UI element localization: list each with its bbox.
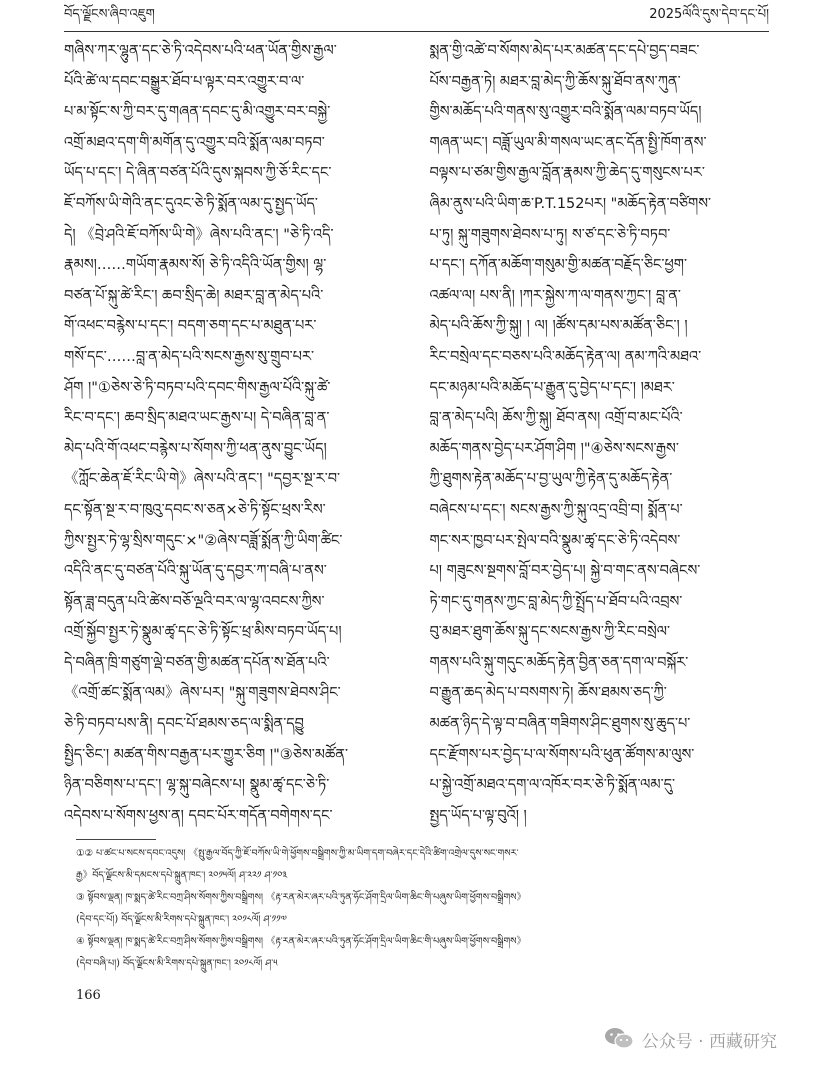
text-line: མཆོད་གནས་བྱེད་པར་ཤོག་ཤིག །"④ཅེས་སངས་རྒྱས་ — [429, 440, 679, 457]
text-line: གོ་འཕང་བརྙེས་པ་དང་། བདག་ཅག་དང་པ་མཐུན་པར་ — [64, 318, 317, 335]
text-line: སྨན་གྱི་འཚེ་བ་སོགས་མེད་པར་མཚན་དང་དཔེ་བྱད་བཟང་ — [429, 43, 700, 59]
footnote-divider — [76, 839, 156, 840]
text-line: རིང་བསྲེལ་དང་བཅས་པའི་མཆོད་རྟེན་ལ། ནམ་ཀའི་མཐའ་ — [429, 348, 702, 365]
text-line: སྟོན་ཟླ་བདུན་པའི་ཚེས་བཅོ་ལྔའི་བར་ལ་ལྷ་འབངས་ཀྱིས་ — [64, 593, 325, 610]
text-line: གསོ་དང་……བླ་ན་མེད་པའི་སངས་རྒྱས་སུ་གྲུབ་པར་ — [64, 348, 315, 365]
footnote-line: ①② པ་ཚང་པ་སངས་དབང་འདུས། 《སྤུ་རྒྱལ་བོད་ཀྱི་ཇོ་བཀོས་ཡི་གེ་ཕྱོགས་བསྒྲིགས་ཀྱི་མ་ཡིག་དག་བཞེར་དང་དེའི་ཚིག་འགྲེལ་དུས་སང་གསར་ — [76, 848, 519, 859]
text-line: ཅེ་ཏི་བཏབ་པས་ནི། དབང་པོ་ཐམས་ཅད་ལ་སྨིན་དབྱུ — [64, 716, 304, 733]
text-line: ཇོ་བཀོས་ཡི་གེའི་ནང་དུའང་ཅེ་ཏི་སྨོན་ལམ་དུ་སྤྱད་ཡོད་ — [64, 195, 318, 212]
text-line: 《འགྲོ་ཚང་སྨོན་ལམ》ཞེས་པར། "སྐུ་གཟུགས་ཐེབས་ཤིང་ — [64, 685, 341, 702]
text-line: གཞིས་ཀར་ལྷུན་དང་ཅེ་ཏི་འདེབས་པའི་ཕན་ཡོན་གྱིས་རྒྱལ་ — [64, 43, 337, 59]
text-line: རིང་བ་དང་། ཆབ་སྲིད་མཐའ་ཡང་རྒྱས་པ། དེ་བཞིན་བླ་ན་ — [64, 410, 330, 427]
wechat-icon — [604, 1026, 634, 1052]
text-line: ཡོད་པ་དང་། དེ་ཞིན་བཙན་པོའི་དུས་སྐབས་ཀྱི་ཅོ་རིང་དང་ — [64, 165, 332, 182]
text-line: ཀྱིས་སྤྱར་ཏེ་ལྷ་སྲིས་གདུང་×"②ཞེས་བཟློ་སྨོན་ཀྱི་ཡིག་ཚིང་ — [64, 532, 343, 549]
text-line: འགྲོ་སྐྱོབ་སྤྱར་ཏེ་སྣུམ་ཚྭ་དང་ཅེ་ཏི་སྟོང་ཕྲ་མིས་བཏབ་ཡོད་པ། — [64, 624, 342, 641]
text-line: བ་རྒྱུན་ཆད་མེད་པ་བསགས་ཏེ། ཆོས་ཐམས་ཅད་ཀྱི་ — [429, 685, 667, 702]
text-line: བལྟས་པ་ཙམ་གྱིས་རྒྱལ་བློན་རྣམས་ཀྱི་ཆེད་དུ་གསུངས་པར་ — [429, 165, 705, 182]
text-line: གནས་པའི་སྐུ་གདུང་མཆོད་རྟེན་བྱིན་ཅན་དག་ལ་བསྐོར་ — [429, 654, 689, 671]
issue-label: 2025ལོའི་དུས་དེབ་དང་པོ། — [649, 6, 769, 22]
text-line: ཏེ་གང་དུ་གནས་ཀྱང་བླ་མེད་ཀྱི་སྤྲོད་པ་ཐོབ་པའི་འབྲས་ — [429, 593, 683, 610]
header-divider — [64, 31, 769, 32]
text-line: འགྲོ་མཐའ་དག་གི་མགོན་དུ་འགྱུར་བའི་སྨོན་ལམ་བཏབ་ — [64, 134, 325, 151]
footnote-line: ④ སྟོབས་ལྡན། ཁ་སྨད་ཚེ་རིང་བཀྲ་ཤིས་སོགས་ཀྱིས་བསྒྲིགས། 《རྟ་རན་མེར་ཞར་པའི་ཏུན་ཧོང་ཤོག་དྲིལ་ཡིག་ཆིང་གི་པཞུས་ཡིག་ཕྱོགས་བསྒྲིགས》 — [76, 936, 527, 947]
text-line: བུ་མཐར་ཐུག་ཆོས་སྐུ་དང་སངས་རྒྱས་ཀྱི་རིང་བསྲེལ་ — [429, 624, 671, 641]
text-line: པ་དང་། དཀོན་མཆོག་གསུམ་གྱི་མཚན་བརྗོད་ཅིང་ཕྱག་ — [429, 257, 688, 274]
text-line: པ་མ་སྟོང་ས་ཀྱི་བར་དུ་གཞན་དབང་དུ་མི་འགྱུར་བར་བསྐྱེ་ — [64, 104, 331, 121]
footnotes — [76, 843, 769, 975]
text-line: དང་རྫོགས་པར་བྱེད་པ་ལ་སོགས་པའི་ཕུན་ཚོགས་མ་ལུས་ — [429, 746, 695, 763]
footnote-line: (དེབ་བཞི་པ།) བོད་ལྗོངས་མི་རིགས་དཔེ་སྐྲུན་ཁང་། ༢༠༡༨ལོ། ཤ་༥ — [76, 958, 278, 969]
text-line: ཤོག །"①ཅེས་ཅེ་ཏི་བཏབ་པའི་དབང་གིས་རྒྱལ་པོའི་སྐུ་ཚེ་ — [64, 379, 331, 396]
watermark-text: 公众号 · 西藏研究 — [641, 1031, 777, 1052]
text-line: དེ་བཞིན་ཁྲི་གཙུག་ལྡེ་བཙན་གྱི་མཚན་དཔོན་ས་ཐོན་པའི་ — [64, 654, 330, 671]
text-line: ཉིན་བཅིགས་པ་དང་། ལྷ་སྐུ་བཞེངས་པ། སྣུམ་ཚྭ་དང་ཅེ་ཏི་ — [64, 777, 330, 794]
body-text — [64, 36, 769, 832]
text-line: དང་མཉམ་པའི་མཆོད་པ་རྒྱུན་དུ་བྱེད་པ་དང་། །མཐར་ — [429, 379, 675, 396]
text-line: ཀྱི་ཐུགས་རྟེན་མཆོད་པ་བྱ་ཡུལ་ཀྱི་རྟེན་དུ་མཆོད་རྟེན་ — [429, 471, 673, 488]
text-line: བཞེངས་པ་དང་། སངས་རྒྱས་ཀྱི་སྐུ་འདྲ་འབྲི་བ། སྨོན་པ་ — [429, 501, 683, 518]
text-line: པ་ཏུ། སྐུ་གཟུགས་ཐེབས་པ་ཏུ། ས་ཙ་དང་ཅེ་ཏི་བཏབ་ — [429, 226, 671, 243]
page-number: 166 — [76, 988, 101, 1003]
text-line: གང་སར་ཁྱབ་པར་སྤེལ་བའི་སྣུམ་ཚྭ་དང་ཅེ་ཏི་འདེབས་ — [429, 532, 681, 549]
text-line: སྤྱིད་ཅིང་། མཚན་གིས་བརྒྱན་པར་གྱུར་ཅིག །"③ཅེས་མཚོན་ — [64, 746, 349, 763]
text-line: ཞིམ་ནུས་པའི་ཡིག་ཆ་P.T.152པར། "མཆོད་རྟེན་བཙིགས་ — [429, 195, 712, 212]
watermark — [604, 1022, 777, 1056]
text-line: པོའི་ཚེ་ལ་དབང་བསྒྱུར་ཐོབ་པ་ལྟར་བར་འགྱུར་བ་ལ་ — [64, 73, 305, 90]
text-line: མེད་པའི་གོ་འཕང་བརྙེས་པ་སོགས་ཀྱི་ཕན་ནུས་བྱུང་ཡོད། — [64, 440, 327, 457]
text-line: གཞན་ཡང་། བཟློ་ཡུལ་མི་གསལ་ཡང་ནང་དོན་སྤྱི་ཁོག་ནས་ — [429, 134, 707, 151]
text-line: སྤྱད་ཡོད་པ་ལྟ་བུའོ། ། — [429, 807, 527, 824]
text-line: མེད་པའི་ཆོས་ཀྱི་སྐུ། ། ལ། །ཚོས་དམ་པས་མཚོན་ཅིང་། ། — [429, 318, 688, 335]
right-column — [430, 36, 770, 832]
text-line: དང་སྟོན་སྔ་ར་བ་ཁུའུ་དབང་ས་ཅན×ཅེ་ཏི་སྟོང་ཕྲས་རིས་ — [64, 501, 326, 518]
text-line: པོས་བརྒྱན་ཏེ། མཐར་བླ་མེད་ཀྱི་ཆོས་སྐུ་ཐོབ་ནས་ཀུན་ — [429, 73, 681, 90]
text-line: འདེབས་པ་སོགས་ཕྱས་ན། དབང་པོར་གདོན་བགེགས་དང་ — [64, 807, 333, 824]
running-header — [64, 6, 769, 28]
text-line: གྱིས་མཆོད་པའི་གནས་སུ་འགྱུར་བའི་སྨོན་ལམ་བཏབ་ཡོད། — [429, 104, 702, 121]
left-column — [64, 36, 404, 832]
text-line: 《ཀློང་ཆེན་ཇོ་རིང་ཡི་གེ》ཞེས་པའི་ནང་། "དབྱར་སྔ་ར་བ་ — [64, 471, 341, 488]
text-line: རྣམས།……གཡོག་རྣམས་སོ། ཅེ་ཏི་འདིའི་ཡོན་གྱིས། ལྷ་ — [64, 257, 327, 274]
text-line: པ། གཟུངས་སྔགས་བློ་བར་བྱེད་པ། སྐྱེ་བ་གང་ནས་བཞེངས་ — [429, 563, 701, 580]
footnote-line: (དེབ་དང་པོ།) བོད་ལྗོངས་མི་རིགས་དཔེ་སྐྲུན་ཁང་། ༢༠༡༨ལོ། ཤ་༡༡༧ — [76, 914, 287, 925]
text-line: དེ། 《བྲེ་ཤའི་ཇོ་བཀོས་ཡི་གེ》ཞེས་པའི་ནང་། "ཅེ་ཏི་འདི་ — [64, 226, 334, 243]
footnote-line: རྒྱ》བོད་ལྗོངས་མི་དམངས་དཔེ་སྐྲུན་ཁང་། ༢༠༡༥ལོ། ཤ་༢༢༡ ཤ་༡༠༣ — [76, 870, 288, 881]
journal-title: བོད་ལྗོངས་ཞིབ་འཇུག — [64, 6, 155, 22]
text-line: བླ་ན་མེད་པའི། ཆོས་ཀྱི་སྐུ། ཐོབ་ནས། འགྲོ་བ་མང་པོའི་ — [429, 410, 683, 427]
text-line: མཚན་ཉིད་དེ་ལྟ་བ་བཞིན་གཟིགས་ཤིང་ཐུགས་སུ་ཆུད་པ་ — [429, 716, 691, 733]
text-line: འཚལ་ལ། པས་ནི། །ཀར་སྐྱེས་ཀ་ལ་གནས་ཀྱང་། བླ་ན་ — [429, 287, 681, 304]
text-line: བཙན་པོ་སྐུ་ཚེ་རིང་། ཆབ་སྲིད་ཆེ། མཐར་བླ་ན་མེད་པའི་ — [64, 287, 324, 304]
footnote-line: ③ སྟོབས་ལྡན། ཁ་སྨད་ཚེ་རིང་བཀྲ་ཤིས་སོགས་ཀྱིས་བསྒྲིགས། 《རྟ་རན་མེར་ཞར་པའི་ཏུན་ཧོང་ཤོག་དྲིལ་ཡིག་ཆིང་གི་པཞུས་ཡིག་ཕྱོགས་བསྒྲིགས》 — [76, 892, 527, 903]
text-line: འདིའི་ནང་དུ་བཙན་པོའི་སྐུ་ཡོན་དུ་དབྱར་ཀ་བཞི་པ་ནས་ — [64, 563, 327, 580]
text-line: པ་སྐྱེ་འགྲོ་མཐའ་དག་ལ་འཁོར་བར་ཅེ་ཏི་སྨོན་ལམ་དུ་ — [429, 777, 676, 794]
